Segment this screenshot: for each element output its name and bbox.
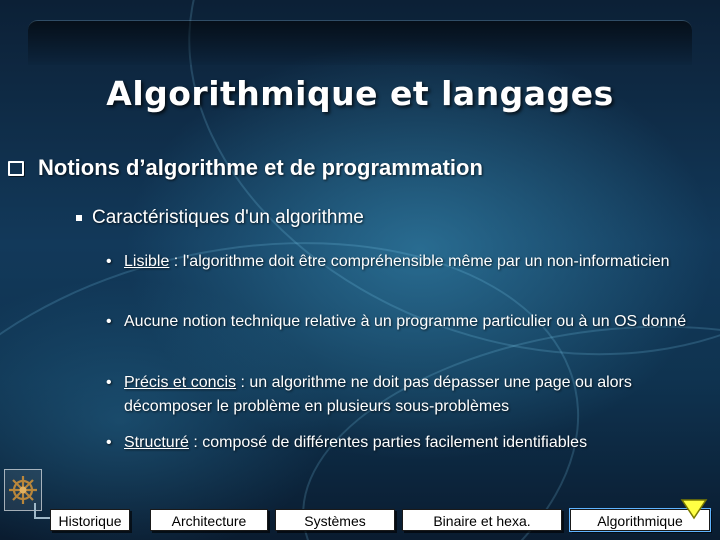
bullet-text: Aucune notion technique relative à un programme particulier ou à un OS donné	[124, 313, 687, 330]
title-band	[28, 20, 692, 65]
bullet-text: : composé de différentes parties facilement identifiables	[188, 434, 588, 451]
level1-heading-text: Notions d’algorithme et de programmation	[38, 155, 483, 180]
dot-bullet-icon: •	[106, 374, 112, 391]
level1-heading	[8, 155, 483, 181]
bullet-term: Structuré	[124, 434, 189, 451]
checkbox-bullet-icon	[8, 161, 24, 176]
dot-bullet-icon: •	[106, 313, 112, 330]
square-bullet-icon	[76, 215, 82, 221]
nav-button-binaire-hexa[interactable]: Binaire et hexa.	[402, 509, 562, 531]
yellow-triangle-icon	[680, 498, 708, 520]
navigation-bar	[0, 505, 720, 535]
nav-button-algorithmique[interactable]: Algorithmique	[570, 509, 710, 531]
bullet-item	[106, 310, 712, 334]
nav-button-architecture[interactable]: Architecture	[150, 509, 268, 531]
slide-title: Algorithmique et langages	[106, 74, 614, 113]
bullet-item	[106, 431, 712, 455]
bullet-item	[106, 371, 712, 419]
bullet-text: : l'algorithme doit être compréhensible même par un non-informaticien	[169, 253, 670, 270]
nav-button-systemes[interactable]: Systèmes	[275, 509, 395, 531]
dot-bullet-icon: •	[106, 253, 112, 270]
bullet-term: Précis et concis	[124, 374, 237, 391]
bullet-text: : un algorithme ne doit pas dépasser une page ou alors décomposer le problème en plusieurs sous-problèmes	[124, 374, 632, 415]
level2-heading-text: Caractéristiques d'un algorithme	[92, 207, 364, 228]
level2-heading	[76, 207, 364, 229]
bullet-term: Lisible	[124, 253, 170, 270]
dot-bullet-icon: •	[106, 434, 112, 451]
nav-button-historique[interactable]: Historique	[50, 509, 130, 531]
bullet-item	[106, 250, 712, 274]
